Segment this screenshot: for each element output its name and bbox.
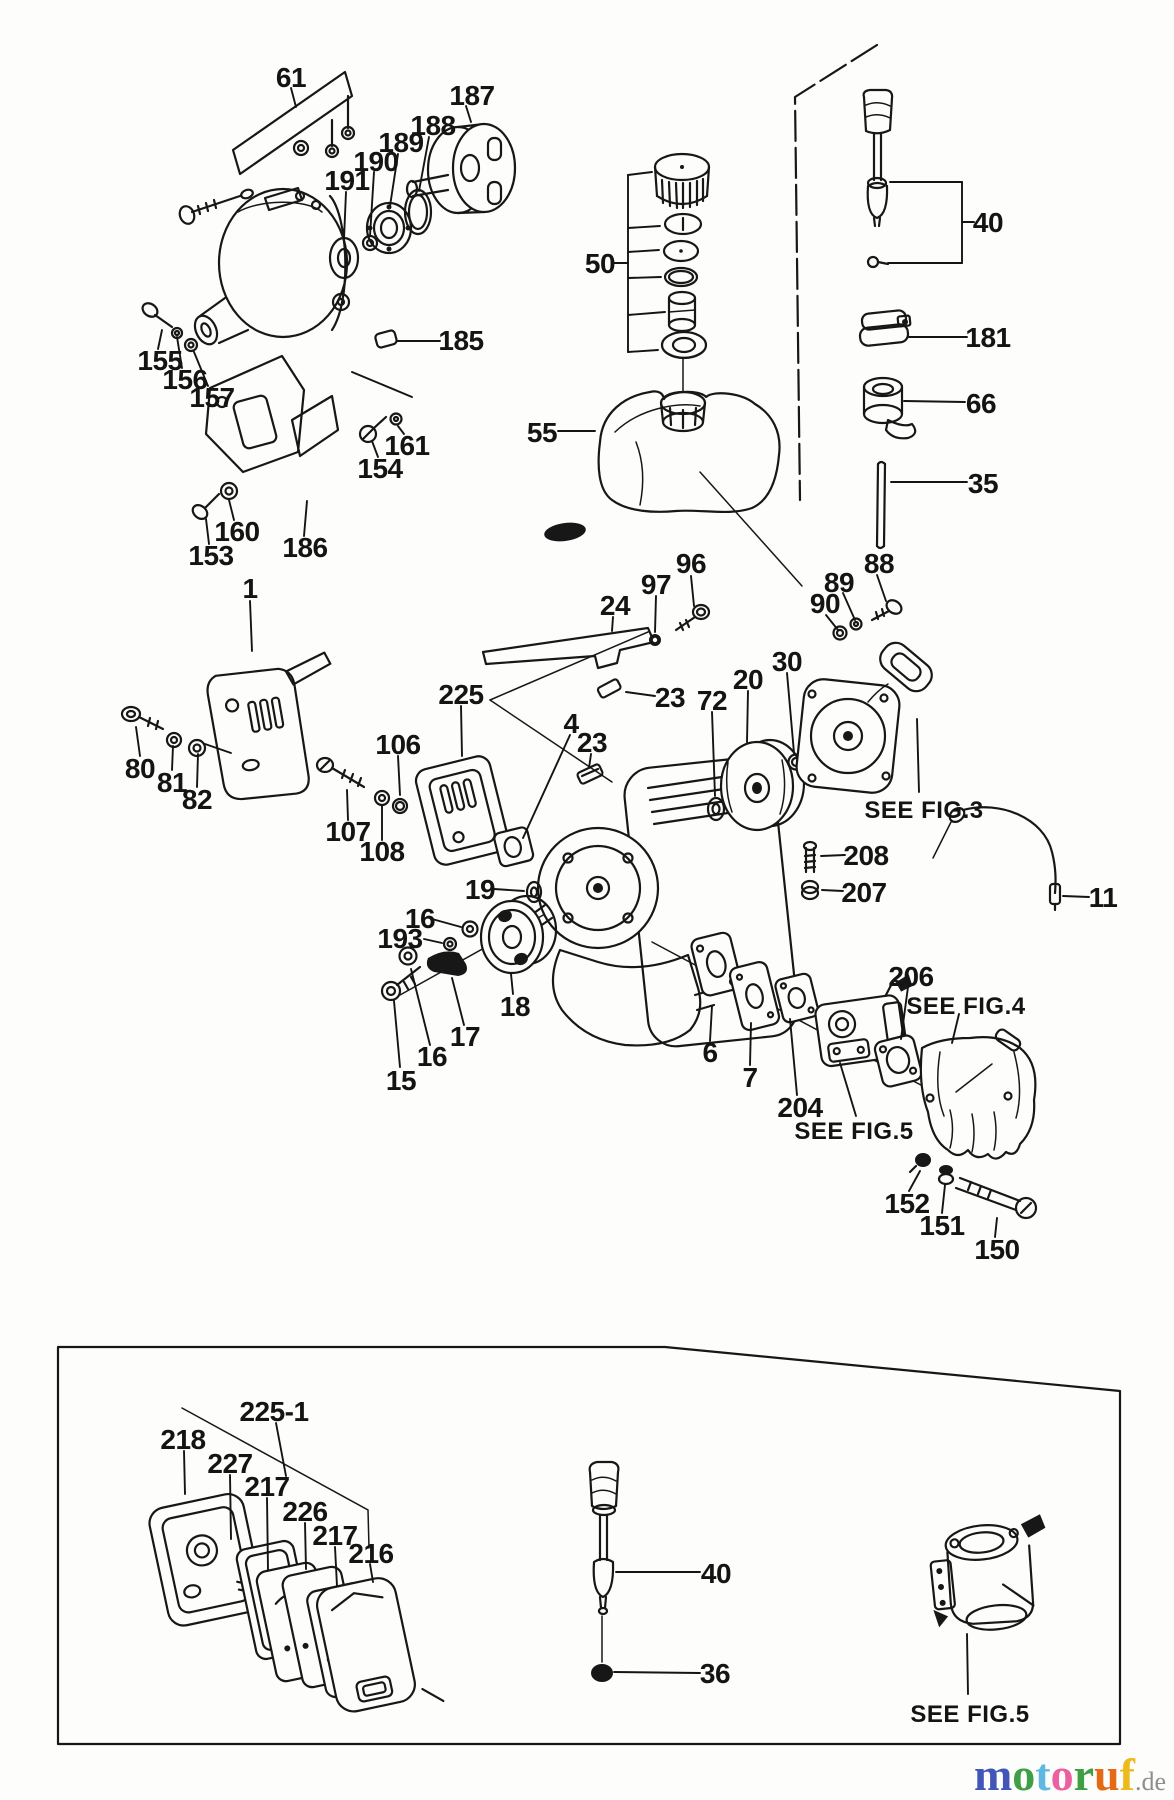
part-label-227: 227 xyxy=(207,1448,253,1479)
part-label-18: 18 xyxy=(499,991,531,1022)
part-label-23a: 23 xyxy=(654,682,686,713)
part-label-40: 40 xyxy=(972,207,1004,238)
part-label-161: 161 xyxy=(384,430,430,461)
pivot-66 xyxy=(864,378,915,438)
part-label-218: 218 xyxy=(160,1424,206,1455)
part-label-90: 90 xyxy=(809,588,841,619)
part-label-206: 206 xyxy=(888,961,934,992)
watermark xyxy=(974,1749,1166,1800)
part-label-208: 208 xyxy=(843,840,889,871)
part-label-66: 66 xyxy=(965,388,997,419)
part-label-fig3: SEE FIG.3 xyxy=(864,797,984,824)
part-label-89: 89 xyxy=(823,567,855,598)
part-label-16a: 16 xyxy=(404,903,436,934)
part-label-19: 19 xyxy=(464,874,496,905)
part-label-226: 226 xyxy=(282,1496,328,1527)
part-label-35: 35 xyxy=(967,468,999,499)
part-label-97: 97 xyxy=(640,569,672,600)
part-label-17: 17 xyxy=(449,1021,481,1052)
part-label-204: 204 xyxy=(777,1092,823,1123)
diagram-artwork xyxy=(58,45,1120,1744)
fuel-cap-stack xyxy=(655,154,709,392)
part-label-23b: 23 xyxy=(576,727,608,758)
flywheel-group xyxy=(708,740,804,830)
part-label-160: 160 xyxy=(214,516,260,547)
watermark-text: motoruf.de xyxy=(973,1749,1166,1800)
part-label-193: 193 xyxy=(377,923,423,954)
part-label-225: 225 xyxy=(438,679,484,710)
part-label-181: 181 xyxy=(965,322,1011,353)
part-label-61: 61 xyxy=(275,62,307,93)
part-label-24: 24 xyxy=(599,590,631,621)
part-label-186: 186 xyxy=(282,532,328,563)
part-label-217b: 217 xyxy=(312,1520,358,1551)
part-label-216: 216 xyxy=(348,1538,394,1569)
part-label-106: 106 xyxy=(375,729,421,760)
part-label-fig5b: SEE FIG.5 xyxy=(910,1701,1030,1728)
recoil-starter xyxy=(795,638,937,795)
part-label-108: 108 xyxy=(359,836,405,867)
part-label-190: 190 xyxy=(353,146,399,177)
part-label-154: 154 xyxy=(357,453,403,484)
part-label-20: 20 xyxy=(732,664,764,695)
part-label-207: 207 xyxy=(841,877,887,908)
part-label-217a: 217 xyxy=(244,1471,290,1502)
part-label-1: 1 xyxy=(242,573,258,604)
part-label-50: 50 xyxy=(584,248,616,279)
part-label-40b: 40 xyxy=(700,1558,732,1589)
part-label-96: 96 xyxy=(675,548,707,579)
part-label-82: 82 xyxy=(181,784,213,815)
gear-housing xyxy=(191,188,398,348)
part-label-150: 150 xyxy=(974,1234,1020,1265)
part-label-151: 151 xyxy=(919,1210,965,1241)
part-label-15: 15 xyxy=(385,1065,417,1096)
part-label-fig4: SEE FIG.4 xyxy=(906,993,1026,1020)
part-label-156: 156 xyxy=(162,364,208,395)
part-label-189: 189 xyxy=(378,127,424,158)
inset-plug-lead xyxy=(590,1462,619,1682)
rod-35 xyxy=(877,462,885,548)
part-label-107: 107 xyxy=(325,816,371,847)
mounting-bracket xyxy=(206,356,338,472)
clamp-181 xyxy=(859,310,910,347)
part-label-153: 153 xyxy=(188,540,234,571)
part-label-16b: 16 xyxy=(416,1041,448,1072)
spark-plug-lead xyxy=(864,90,893,267)
part-label-152: 152 xyxy=(884,1188,930,1219)
part-label-185: 185 xyxy=(438,325,484,356)
part-label-55: 55 xyxy=(526,417,558,448)
part-label-80: 80 xyxy=(124,753,156,784)
part-label-155: 155 xyxy=(137,345,183,376)
part-label-11: 11 xyxy=(1088,882,1118,913)
part-label-188: 188 xyxy=(410,110,456,141)
inset-carburetor xyxy=(925,1514,1056,1636)
ignition-fasteners xyxy=(834,597,904,639)
part-label-fig5a: SEE FIG.5 xyxy=(794,1118,914,1145)
part-label-225-1: 225-1 xyxy=(239,1396,309,1427)
part-label-4: 4 xyxy=(563,708,579,739)
part-label-36: 36 xyxy=(699,1658,731,1689)
part-label-6: 6 xyxy=(702,1037,718,1068)
part-label-157: 157 xyxy=(189,382,235,413)
part-label-187: 187 xyxy=(449,80,495,111)
muffler-group xyxy=(317,754,534,868)
part-label-88: 88 xyxy=(863,548,895,579)
part-label-72: 72 xyxy=(696,685,728,716)
part-label-30: 30 xyxy=(771,646,803,677)
part-label-191: 191 xyxy=(324,165,370,196)
part-label-7: 7 xyxy=(742,1062,758,1093)
part-label-81: 81 xyxy=(156,767,188,798)
